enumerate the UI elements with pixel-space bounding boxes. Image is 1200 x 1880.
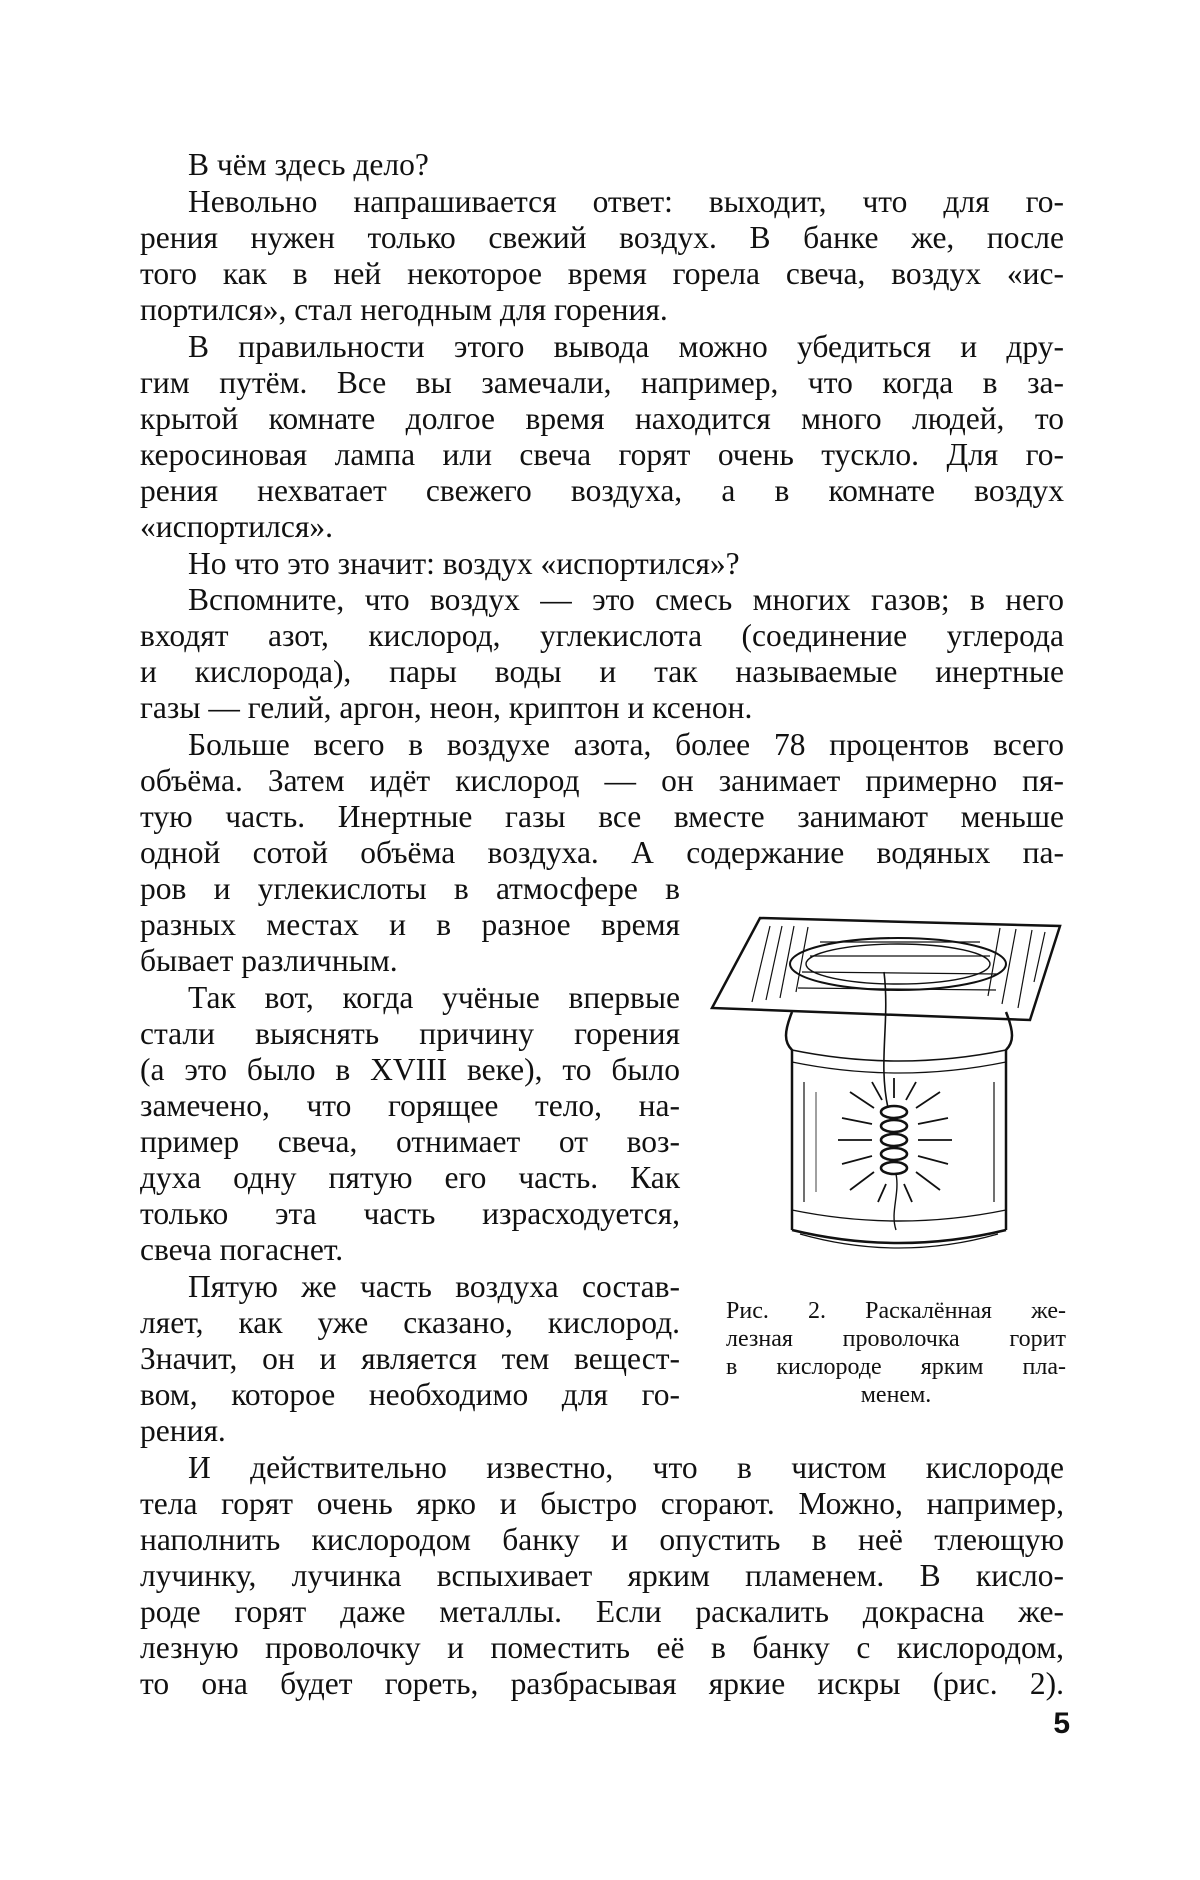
figure-caption: менем.: [860, 1382, 932, 1408]
text-line: Вспомните, что воздух — это смесь многих газов; в него: [188, 582, 1064, 617]
text-line: портился», стал негодным для горения.: [140, 292, 668, 327]
text-line: вом, которое необходимо для го-: [140, 1377, 680, 1412]
text-line: рения нехватает свежего воздуха, а в комнате воздух: [140, 473, 1064, 508]
text-line: В чём здесь дело?: [188, 147, 429, 182]
text-line: Значит, он и является тем вещест-: [140, 1341, 680, 1376]
text-line: пример свеча, отнимает от воз-: [140, 1124, 680, 1159]
text-line: Больше всего в воздухе азота, более 78 процентов всего: [188, 727, 1064, 762]
page-number: 5: [1053, 1707, 1070, 1740]
text-line: наполнить кислородом банку и опустить в неё тлеющую: [140, 1522, 1064, 1557]
jar-with-burning-wire-illustration: [700, 912, 1100, 1284]
text-line: В правильности этого вывода можно убедиться и дру-: [188, 329, 1064, 364]
text-line: одной сотой объёма воздуха. А содержание водяных па-: [140, 835, 1064, 870]
text-line: замечено, что горящее тело, на-: [140, 1088, 680, 1123]
text-line: лезную проволочку и поместить её в банку с кислородом,: [140, 1630, 1064, 1665]
text-line: Так вот, когда учёные впервые: [188, 980, 680, 1015]
text-line: Пятую же часть воздуха состав-: [188, 1269, 680, 1304]
text-line: (а это было в XVIII веке), то было: [140, 1052, 680, 1087]
text-line: Но что это значит: воздух «испортился»?: [188, 546, 740, 581]
text-line: «испортился».: [140, 509, 333, 544]
text-line: И действительно известно, что в чистом кислороде: [188, 1450, 1064, 1485]
text-line: объёма. Затем идёт кислород — он занимает примерно пя-: [140, 763, 1064, 798]
text-line: духа одну пятую его часть. Как: [140, 1160, 680, 1195]
figure-caption: в кислороде ярким пла-: [726, 1354, 1066, 1380]
text-line: керосиновая лампа или свеча горят очень тускло. Для го-: [140, 437, 1064, 472]
text-line: того как в ней некоторое время горела свеча, воздух «ис-: [140, 256, 1064, 291]
figure-caption: Рис. 2. Раскалённая же-: [726, 1298, 1066, 1324]
text-line: входят азот, кислород, углекислота (соединение углерода: [140, 618, 1064, 653]
text-line: роде горят даже металлы. Если раскалить докрасна же-: [140, 1594, 1064, 1629]
text-line: только эта часть израсходуется,: [140, 1196, 680, 1231]
text-line: ров и углекислоты в атмосфере в: [140, 871, 680, 906]
text-line: газы — гелий, аргон, неон, криптон и ксенон.: [140, 690, 753, 725]
text-line: стали выяснять причину горения: [140, 1016, 680, 1051]
figure-caption: лезная проволочка горит: [726, 1326, 1066, 1352]
text-line: и кислорода), пары воды и так называемые инертные: [140, 654, 1064, 689]
text-line: лучинку, лучинка вспыхивает ярким пламенем. В кисло-: [140, 1558, 1064, 1593]
text-line: крытой комнате долгое время находится много людей, то: [140, 401, 1064, 436]
text-line: тела горят очень ярко и быстро сгорают. Можно, например,: [140, 1486, 1064, 1521]
text-line: рения.: [140, 1413, 226, 1448]
text-line: разных местах и в разное время: [140, 907, 680, 942]
text-line: ляет, как уже сказано, кислород.: [140, 1305, 680, 1340]
text-line: гим путём. Все вы замечали, например, что когда в за-: [140, 365, 1064, 400]
glass-jar-icon: [786, 1012, 1012, 1248]
text-line: бывает различным.: [140, 943, 398, 978]
text-line: Невольно напрашивается ответ: выходит, что для го-: [188, 184, 1064, 219]
text-line: рения нужен только свежий воздух. В банке же, после: [140, 220, 1064, 255]
text-line: то она будет гореть, разбрасывая яркие искры (рис. 2).: [140, 1666, 1064, 1701]
text-line: тую часть. Инертные газы все вместе занимают меньше: [140, 799, 1064, 834]
text-line: свеча погаснет.: [140, 1232, 344, 1267]
